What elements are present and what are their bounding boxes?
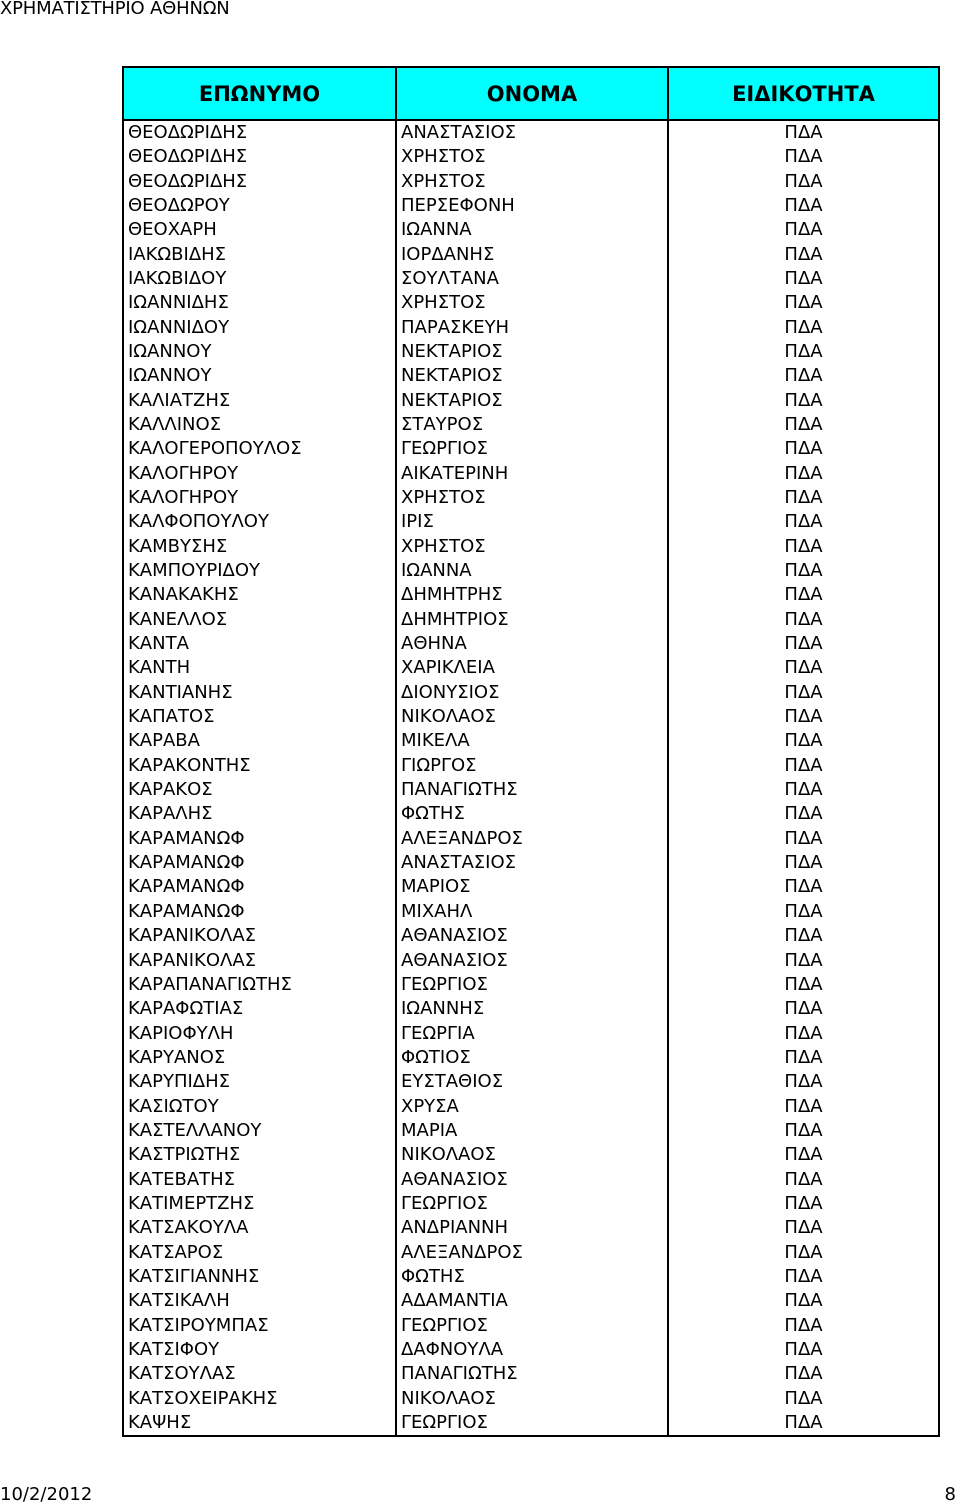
cell-name: ΜΑΡΙΟΣ [396, 875, 668, 899]
cell-specialty: ΠΔΑ [668, 267, 938, 291]
cell-surname: ΚΑΡΑΚΟΝΤΗΣ [128, 754, 251, 776]
table-row [124, 997, 938, 1021]
cell-specialty: ΠΔΑ [668, 851, 938, 875]
cell-specialty: ΠΔΑ [668, 437, 938, 461]
cell-specialty: ΠΔΑ [668, 948, 938, 972]
cell-surname: ΚΑΝΕΛΛΟΣ [128, 608, 228, 630]
cell-surname: ΚΑΛΛΙΝΟΣ [128, 413, 222, 435]
table-header [124, 68, 938, 120]
table-row [124, 608, 938, 632]
cell-specialty: ΠΔΑ [668, 1387, 938, 1411]
table-row [124, 535, 938, 559]
cell-name: ΧΡΗΣΤΟΣ [396, 291, 668, 315]
cell-specialty: ΠΔΑ [668, 583, 938, 607]
cell-specialty: ΠΔΑ [668, 900, 938, 924]
cell-name: ΓΕΩΡΓΙΟΣ [396, 1411, 668, 1435]
table-row [124, 973, 938, 997]
footer-date: 10/2/2012 [0, 1484, 93, 1505]
cell-surname: ΚΑΜΒΥΣΗΣ [128, 535, 228, 557]
cell-surname: ΚΑΡΑΠΑΝΑΓΙΩΤΗΣ [128, 973, 292, 995]
table-row [124, 120, 938, 145]
cell-surname: ΚΑΤΣΑΚΟΥΛΑ [128, 1217, 249, 1239]
page-number: 8 [944, 1484, 956, 1505]
cell-surname: ΚΑΤΣΙΓΙΑΝΝΗΣ [128, 1265, 260, 1287]
cell-name: ΑΘΗΝΑ [396, 632, 668, 656]
cell-name: ΑΛΕΞΑΝΔΡΟΣ [396, 1240, 668, 1264]
cell-name: ΔΙΟΝΥΣΙΟΣ [396, 681, 668, 705]
cell-surname: ΚΑΡΙΟΦΥΛΗ [128, 1022, 234, 1044]
cell-specialty: ΠΔΑ [668, 1411, 938, 1435]
column-header-name: ΟΝΟΜΑ [396, 68, 668, 120]
cell-surname: ΚΑΡΑΝΙΚΟΛΑΣ [128, 949, 257, 971]
table-row [124, 681, 938, 705]
cell-surname: ΚΑΡΥΑΝΟΣ [128, 1046, 226, 1068]
cell-specialty: ΠΔΑ [668, 1289, 938, 1313]
cell-name: ΔΗΜΗΤΡΙΟΣ [396, 608, 668, 632]
cell-surname: ΚΑΤΙΜΕΡΤΖΗΣ [128, 1192, 255, 1214]
cell-name: ΧΡΗΣΤΟΣ [396, 486, 668, 510]
cell-surname: ΚΑΡΑΜΑΝΩΦ [128, 876, 245, 898]
table-row [124, 632, 938, 656]
cell-surname: ΘΕΟΔΩΡΙΔΗΣ [128, 122, 248, 143]
cell-name: ΠΑΝΑΓΙΩΤΗΣ [396, 1362, 668, 1386]
column-header-specialty: ΕΙΔΙΚΟΤΗΤΑ [668, 68, 938, 120]
table-row [124, 194, 938, 218]
cell-name: ΜΙΧΑΗΛ [396, 900, 668, 924]
cell-name: ΓΕΩΡΓΙΟΣ [396, 1192, 668, 1216]
cell-specialty: ΠΔΑ [668, 388, 938, 412]
cell-name: ΑΙΚΑΤΕΡΙΝΗ [396, 461, 668, 485]
cell-surname: ΚΑΝΑΚΑΚΗΣ [128, 584, 239, 606]
table-row [124, 1119, 938, 1143]
cell-name: ΦΩΤΗΣ [396, 802, 668, 826]
cell-surname: ΚΑΡΑΝΙΚΟΛΑΣ [128, 925, 257, 947]
cell-surname: ΚΑΡΑΜΑΝΩΦ [128, 827, 245, 849]
table-row [124, 218, 938, 242]
table-row [124, 802, 938, 826]
table-row [124, 1289, 938, 1313]
table-row [124, 924, 938, 948]
table-row [124, 242, 938, 266]
cell-name: ΜΑΡΙΑ [396, 1119, 668, 1143]
staff-table-container [122, 66, 940, 1437]
cell-specialty: ΠΔΑ [668, 973, 938, 997]
table-row [124, 900, 938, 924]
table-row [124, 1338, 938, 1362]
cell-surname: ΘΕΟΔΩΡΙΔΗΣ [128, 170, 248, 192]
cell-specialty: ΠΔΑ [668, 194, 938, 218]
cell-specialty: ΠΔΑ [668, 535, 938, 559]
cell-surname: ΚΑΛΦΟΠΟΥΛΟΥ [128, 511, 269, 533]
table-row [124, 1362, 938, 1386]
table-row [124, 1240, 938, 1264]
table-row [124, 1265, 938, 1289]
cell-name: ΓΕΩΡΓΙΟΣ [396, 1314, 668, 1338]
cell-name: ΧΡΗΣΤΟΣ [396, 535, 668, 559]
cell-name: ΧΡΗΣΤΟΣ [396, 169, 668, 193]
cell-surname: ΚΑΡΑΒΑ [128, 730, 200, 752]
cell-surname: ΚΑΡΑΦΩΤΙΑΣ [128, 998, 244, 1020]
cell-name: ΣΟΥΛΤΑΝΑ [396, 267, 668, 291]
cell-surname: ΚΑΤΣΙΚΑΛΗ [128, 1290, 230, 1312]
cell-name: ΦΩΤΗΣ [396, 1265, 668, 1289]
cell-name: ΑΝΑΣΤΑΣΙΟΣ [396, 851, 668, 875]
cell-specialty: ΠΔΑ [668, 875, 938, 899]
cell-specialty: ΠΔΑ [668, 1143, 938, 1167]
cell-name: ΓΙΩΡΓΟΣ [396, 754, 668, 778]
cell-surname: ΚΑΤΣΟΥΛΑΣ [128, 1363, 236, 1385]
cell-specialty: ΠΔΑ [668, 802, 938, 826]
page-footer [0, 1486, 960, 1504]
cell-surname: ΘΕΟΔΩΡΙΔΗΣ [128, 146, 248, 168]
cell-specialty: ΠΔΑ [668, 632, 938, 656]
cell-specialty: ΠΔΑ [668, 754, 938, 778]
cell-specialty: ΠΔΑ [668, 1167, 938, 1191]
table-row [124, 875, 938, 899]
table-row [124, 364, 938, 388]
cell-surname: ΚΑΣΤΕΛΛΑΝΟΥ [128, 1119, 262, 1141]
cell-name: ΙΩΑΝΝΗΣ [396, 997, 668, 1021]
cell-surname: ΚΑΣΙΩΤΟΥ [128, 1095, 219, 1117]
cell-specialty: ΠΔΑ [668, 340, 938, 364]
cell-specialty: ΠΔΑ [668, 778, 938, 802]
table-row [124, 948, 938, 972]
table-row [124, 1387, 938, 1411]
cell-name: ΝΕΚΤΑΡΙΟΣ [396, 388, 668, 412]
column-header-surname: ΕΠΩΝΥΜΟ [124, 68, 396, 120]
cell-surname: ΚΑΝΤΑ [128, 633, 189, 655]
cell-surname: ΚΑΛΟΓΗΡΟΥ [128, 486, 239, 508]
table-row [124, 340, 938, 364]
cell-name: ΠΑΡΑΣΚΕΥΗ [396, 315, 668, 339]
cell-surname: ΚΑΛΟΓΕΡΟΠΟΥΛΟΣ [128, 438, 302, 460]
table-row [124, 1021, 938, 1045]
cell-specialty: ΠΔΑ [668, 1265, 938, 1289]
cell-name: ΠΑΝΑΓΙΩΤΗΣ [396, 778, 668, 802]
cell-name: ΑΘΑΝΑΣΙΟΣ [396, 924, 668, 948]
cell-specialty: ΠΔΑ [668, 1216, 938, 1240]
table-row [124, 705, 938, 729]
table-row [124, 315, 938, 339]
cell-specialty: ΠΔΑ [668, 1240, 938, 1264]
cell-specialty: ΠΔΑ [668, 1119, 938, 1143]
cell-name: ΝΙΚΟΛΑΟΣ [396, 1387, 668, 1411]
table-row [124, 169, 938, 193]
cell-surname: ΘΕΟΔΩΡΟΥ [128, 194, 230, 216]
cell-specialty: ΠΔΑ [668, 1070, 938, 1094]
cell-surname: ΘΕΟΧΑΡΗ [128, 219, 217, 241]
cell-name: ΝΙΚΟΛΑΟΣ [396, 1143, 668, 1167]
cell-specialty: ΠΔΑ [668, 218, 938, 242]
cell-surname: ΚΑΤΣΑΡΟΣ [128, 1241, 224, 1263]
cell-surname: ΚΑΛΙΑΤΖΗΣ [128, 389, 231, 411]
cell-name: ΑΝΔΡΙΑΝΝΗ [396, 1216, 668, 1240]
cell-surname: ΙΑΚΩΒΙΔΟΥ [128, 267, 227, 289]
table-row [124, 1070, 938, 1094]
cell-specialty: ΠΔΑ [668, 1362, 938, 1386]
cell-specialty: ΠΔΑ [668, 510, 938, 534]
cell-specialty: ΠΔΑ [668, 1094, 938, 1118]
cell-specialty: ΠΔΑ [668, 461, 938, 485]
table-row [124, 413, 938, 437]
cell-surname: ΚΑΤΣΟΧΕΙΡΑΚΗΣ [128, 1387, 278, 1409]
table-row [124, 1216, 938, 1240]
cell-name: ΑΝΑΣΤΑΣΙΟΣ [396, 120, 668, 145]
cell-surname: ΚΑΡΥΠΙΔΗΣ [128, 1071, 231, 1093]
cell-name: ΓΕΩΡΓΙΟΣ [396, 973, 668, 997]
cell-surname: ΙΩΑΝΝΙΔΟΥ [128, 316, 230, 338]
cell-specialty: ΠΔΑ [668, 559, 938, 583]
cell-specialty: ΠΔΑ [668, 997, 938, 1021]
cell-name: ΑΛΕΞΑΝΔΡΟΣ [396, 827, 668, 851]
table-row [124, 267, 938, 291]
cell-surname: ΙΩΑΝΝΙΔΗΣ [128, 292, 229, 314]
cell-name: ΠΕΡΣΕΦΟΝΗ [396, 194, 668, 218]
cell-surname: ΚΑΠΑΤΟΣ [128, 706, 215, 728]
cell-specialty: ΠΔΑ [668, 486, 938, 510]
cell-specialty: ΠΔΑ [668, 729, 938, 753]
table-row [124, 583, 938, 607]
cell-name: ΝΙΚΟΛΑΟΣ [396, 705, 668, 729]
cell-name: ΦΩΤΙΟΣ [396, 1046, 668, 1070]
table-row [124, 827, 938, 851]
table-row [124, 145, 938, 169]
cell-name: ΙΩΑΝΝΑ [396, 559, 668, 583]
cell-name: ΕΥΣΤΑΘΙΟΣ [396, 1070, 668, 1094]
cell-name: ΜΙΚΕΛΑ [396, 729, 668, 753]
table-row [124, 486, 938, 510]
cell-surname: ΚΑΜΠΟΥΡΙΔΟΥ [128, 560, 260, 582]
cell-specialty: ΠΔΑ [668, 1046, 938, 1070]
table-row [124, 1094, 938, 1118]
cell-surname: ΚΑΨΗΣ [128, 1412, 192, 1434]
table-row [124, 1046, 938, 1070]
cell-surname: ΚΑΤΕΒΑΤΗΣ [128, 1168, 236, 1190]
table-row [124, 510, 938, 534]
page-header [0, 0, 230, 18]
cell-specialty: ΠΔΑ [668, 1314, 938, 1338]
cell-surname: ΚΑΡΑΛΗΣ [128, 803, 213, 825]
table-row [124, 437, 938, 461]
cell-name: ΙΡΙΣ [396, 510, 668, 534]
cell-surname: ΙΩΑΝΝΟΥ [128, 340, 212, 362]
cell-surname: ΚΑΡΑΜΑΝΩΦ [128, 900, 245, 922]
cell-surname: ΚΑΝΤΙΑΝΗΣ [128, 681, 233, 703]
table-row [124, 1314, 938, 1338]
cell-specialty: ΠΔΑ [668, 291, 938, 315]
cell-specialty: ΠΔΑ [668, 608, 938, 632]
cell-name: ΝΕΚΤΑΡΙΟΣ [396, 340, 668, 364]
cell-specialty: ΠΔΑ [668, 169, 938, 193]
cell-specialty: ΠΔΑ [668, 315, 938, 339]
cell-name: ΧΑΡΙΚΛΕΙΑ [396, 656, 668, 680]
cell-surname: ΚΑΤΣΙΡΟΥΜΠΑΣ [128, 1314, 269, 1336]
cell-surname: ΚΑΣΤΡΙΩΤΗΣ [128, 1144, 241, 1166]
table-row [124, 461, 938, 485]
table-row [124, 1192, 938, 1216]
table-row [124, 291, 938, 315]
cell-surname: ΚΑΡΑΚΟΣ [128, 779, 213, 801]
cell-name: ΔΗΜΗΤΡΗΣ [396, 583, 668, 607]
cell-surname: ΚΑΝΤΗ [128, 657, 191, 679]
cell-name: ΧΡΥΣΑ [396, 1094, 668, 1118]
cell-specialty: ΠΔΑ [668, 145, 938, 169]
cell-specialty: ΠΔΑ [668, 1021, 938, 1045]
cell-name: ΑΘΑΝΑΣΙΟΣ [396, 1167, 668, 1191]
cell-surname: ΙΩΑΝΝΟΥ [128, 365, 212, 387]
table-row [124, 656, 938, 680]
table-row [124, 729, 938, 753]
cell-name: ΝΕΚΤΑΡΙΟΣ [396, 364, 668, 388]
cell-specialty: ΠΔΑ [668, 656, 938, 680]
cell-name: ΓΕΩΡΓΙΟΣ [396, 437, 668, 461]
cell-specialty: ΠΔΑ [668, 413, 938, 437]
cell-specialty: ΠΔΑ [668, 364, 938, 388]
table-row [124, 851, 938, 875]
cell-specialty: ΠΔΑ [668, 924, 938, 948]
cell-name: ΣΤΑΥΡΟΣ [396, 413, 668, 437]
cell-name: ΙΟΡΔΑΝΗΣ [396, 242, 668, 266]
cell-name: ΙΩΑΝΝΑ [396, 218, 668, 242]
table-row [124, 1143, 938, 1167]
table-row [124, 388, 938, 412]
table-row [124, 1167, 938, 1191]
table-row [124, 778, 938, 802]
table-row [124, 754, 938, 778]
document-title: ΧΡΗΜΑΤΙΣΤΗΡΙΟ ΑΘΗΝΩΝ [0, 0, 230, 19]
cell-specialty: ΠΔΑ [668, 827, 938, 851]
cell-specialty: ΠΔΑ [668, 120, 938, 145]
cell-name: ΑΘΑΝΑΣΙΟΣ [396, 948, 668, 972]
cell-name: ΓΕΩΡΓΙΑ [396, 1021, 668, 1045]
cell-surname: ΚΑΛΟΓΗΡΟΥ [128, 462, 239, 484]
header-row [124, 68, 938, 120]
cell-surname: ΚΑΤΣΙΦΟΥ [128, 1339, 220, 1361]
cell-specialty: ΠΔΑ [668, 1338, 938, 1362]
cell-specialty: ΠΔΑ [668, 681, 938, 705]
staff-table [124, 68, 938, 1435]
table-row [124, 559, 938, 583]
cell-name: ΧΡΗΣΤΟΣ [396, 145, 668, 169]
cell-specialty: ΠΔΑ [668, 1192, 938, 1216]
table-row [124, 1411, 938, 1435]
cell-name: ΔΑΦΝΟΥΛΑ [396, 1338, 668, 1362]
cell-surname: ΙΑΚΩΒΙΔΗΣ [128, 243, 227, 265]
cell-specialty: ΠΔΑ [668, 705, 938, 729]
cell-name: ΑΔΑΜΑΝΤΙΑ [396, 1289, 668, 1313]
cell-surname: ΚΑΡΑΜΑΝΩΦ [128, 852, 245, 874]
cell-specialty: ΠΔΑ [668, 242, 938, 266]
table-body [124, 120, 938, 1435]
